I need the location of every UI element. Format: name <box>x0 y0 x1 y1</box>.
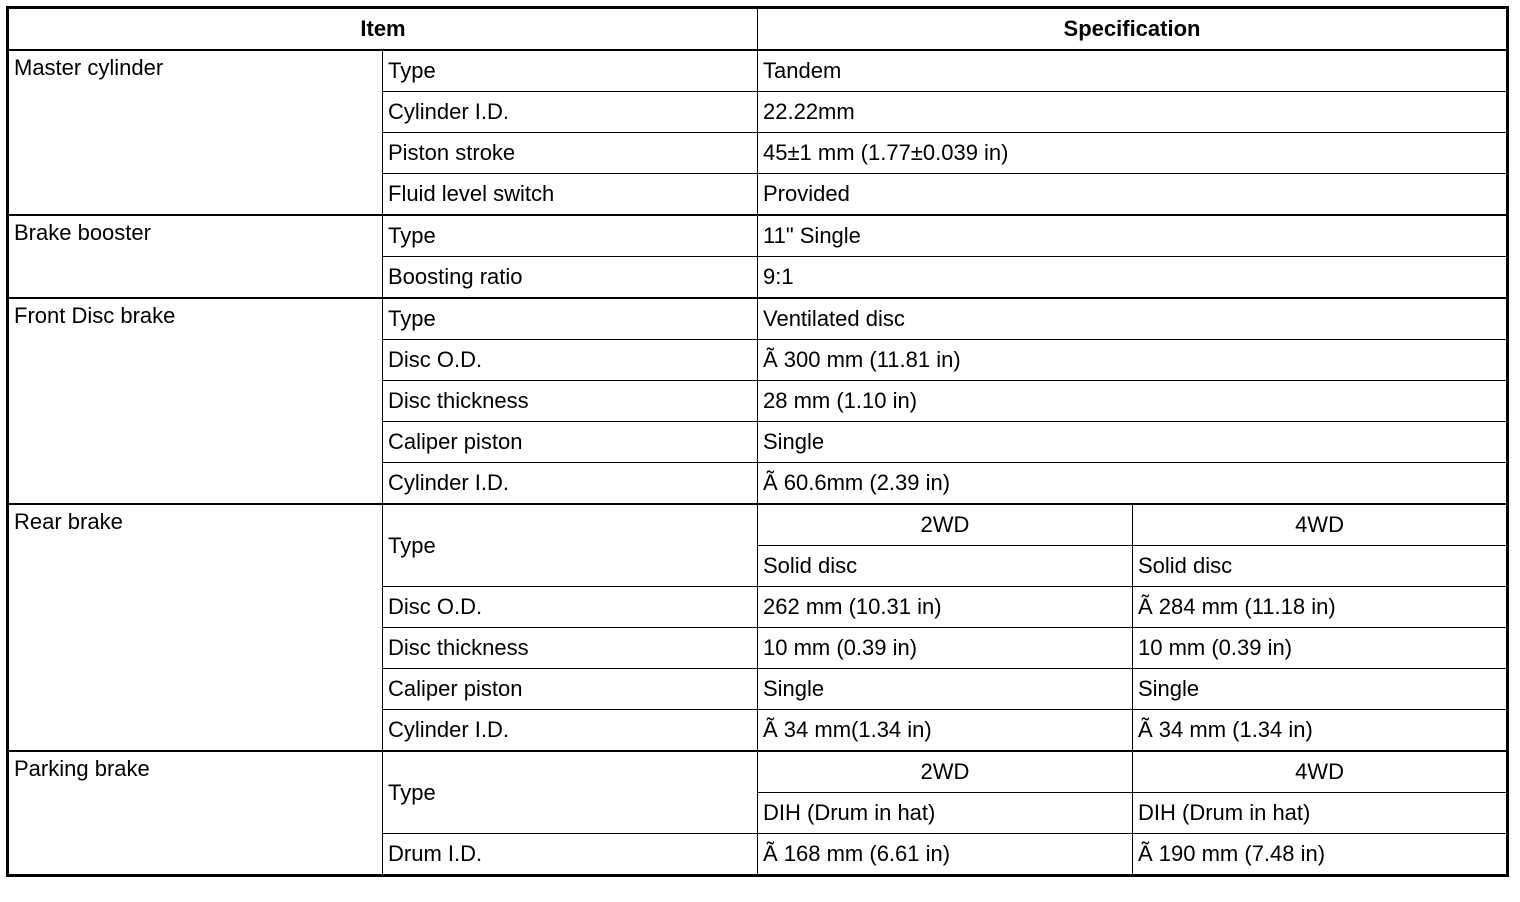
spec-cell: Single <box>758 422 1508 463</box>
item-cell: Piston stroke <box>383 133 758 174</box>
table-row <box>8 215 1508 257</box>
item-cell: Type <box>383 215 758 257</box>
item-cell: Type <box>383 751 758 834</box>
spec-cell-2wd: Ã 168 mm (6.61 in) <box>758 834 1133 876</box>
spec-cell-2wd: Ã 34 mm(1.34 in) <box>758 710 1133 752</box>
subheader-2wd: 2WD <box>758 504 1133 546</box>
item-cell: Disc O.D. <box>383 340 758 381</box>
spec-cell: 9:1 <box>758 257 1508 299</box>
item-cell: Cylinder I.D. <box>383 92 758 133</box>
group-label-rear-brake: Rear brake <box>8 504 383 751</box>
spec-cell: Tandem <box>758 50 1508 92</box>
item-cell: Fluid level switch <box>383 174 758 216</box>
spec-cell: Ventilated disc <box>758 298 1508 340</box>
spec-cell-4wd: Single <box>1133 669 1508 710</box>
item-cell: Cylinder I.D. <box>383 710 758 752</box>
item-cell: Boosting ratio <box>383 257 758 299</box>
subheader-4wd: 4WD <box>1133 504 1508 546</box>
spec-cell-4wd: 10 mm (0.39 in) <box>1133 628 1508 669</box>
table-row <box>8 50 1508 92</box>
spec-cell-2wd: 262 mm (10.31 in) <box>758 587 1133 628</box>
spec-cell: Ã 300 mm (11.81 in) <box>758 340 1508 381</box>
spec-cell-4wd: Ã 284 mm (11.18 in) <box>1133 587 1508 628</box>
spec-cell-4wd: Ã 190 mm (7.48 in) <box>1133 834 1508 876</box>
spec-cell: 28 mm (1.10 in) <box>758 381 1508 422</box>
spec-cell: 22.22mm <box>758 92 1508 133</box>
spec-cell: 11" Single <box>758 215 1508 257</box>
spec-cell-2wd: 10 mm (0.39 in) <box>758 628 1133 669</box>
table-row <box>8 504 1508 546</box>
item-cell: Disc O.D. <box>383 587 758 628</box>
spec-cell: Provided <box>758 174 1508 216</box>
subheader-2wd: 2WD <box>758 751 1133 793</box>
item-cell: Type <box>383 50 758 92</box>
brake-spec-table <box>6 6 1509 877</box>
group-label-front-disc-brake: Front Disc brake <box>8 298 383 504</box>
spec-cell: Ã 60.6mm (2.39 in) <box>758 463 1508 505</box>
item-cell: Drum I.D. <box>383 834 758 876</box>
header-item: Item <box>8 8 758 51</box>
spec-cell-2wd: Single <box>758 669 1133 710</box>
item-cell: Caliper piston <box>383 669 758 710</box>
item-cell: Disc thickness <box>383 628 758 669</box>
subheader-4wd: 4WD <box>1133 751 1508 793</box>
header-specification: Specification <box>758 8 1508 51</box>
spec-cell: 45±1 mm (1.77±0.039 in) <box>758 133 1508 174</box>
spec-cell-4wd: DIH (Drum in hat) <box>1133 793 1508 834</box>
group-label-parking-brake: Parking brake <box>8 751 383 876</box>
spec-cell-4wd: Ã 34 mm (1.34 in) <box>1133 710 1508 752</box>
item-cell: Caliper piston <box>383 422 758 463</box>
table-row <box>8 751 1508 793</box>
spec-cell-4wd: Solid disc <box>1133 546 1508 587</box>
header-row <box>8 8 1508 51</box>
item-cell: Disc thickness <box>383 381 758 422</box>
table-row <box>8 298 1508 340</box>
spec-cell-2wd: DIH (Drum in hat) <box>758 793 1133 834</box>
item-cell: Type <box>383 298 758 340</box>
group-label-brake-booster: Brake booster <box>8 215 383 298</box>
item-cell: Cylinder I.D. <box>383 463 758 505</box>
spec-cell-2wd: Solid disc <box>758 546 1133 587</box>
group-label-master-cylinder: Master cylinder <box>8 50 383 215</box>
item-cell: Type <box>383 504 758 587</box>
